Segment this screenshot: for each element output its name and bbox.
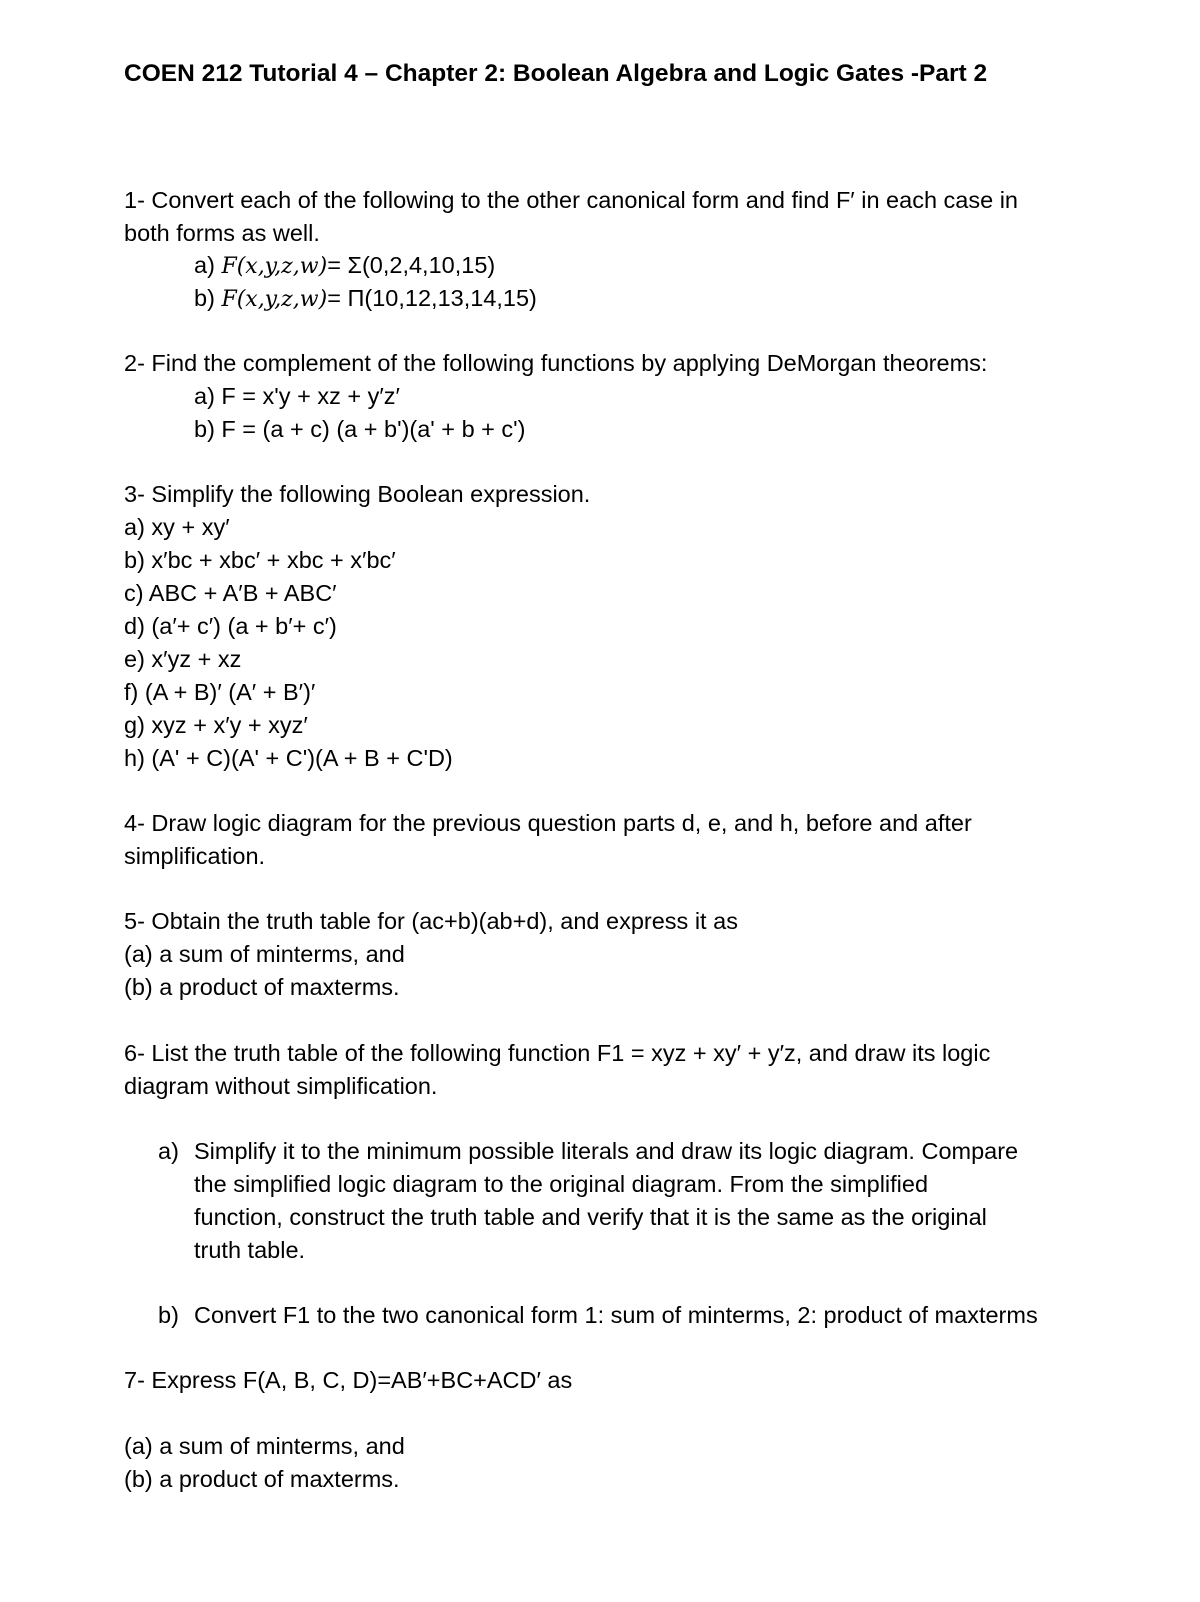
q6-a-line: the simplified logic diagram to the original diagram. From the simplified	[194, 1171, 929, 1197]
q1-text-line2: both forms as well.	[124, 220, 320, 246]
q6-text-line1: 6- List the truth table of the following function F1 = xyz + xy′ + y′z, and draw its logic	[124, 1040, 991, 1066]
q5-text-line1: 5- Obtain the truth table for (ac+b)(ab+d), and express it as	[124, 908, 738, 934]
q1-a-function: F(x,y,z,w)	[221, 254, 328, 279]
q7-text-line2: (a) a sum of minterms, and	[124, 1433, 405, 1459]
q6-a-line: function, construct the truth table and verify that it is the same as the original	[194, 1204, 987, 1230]
q3-part: b) x′bc + xbc′ + xbc + x′bc′	[124, 547, 396, 573]
q6-a-line: truth table.	[194, 1237, 306, 1263]
q2-part-b: b) F = (a + c) (a + b')(a' + b + c')	[194, 416, 526, 442]
q6-b-text: Convert F1 to the two canonical form 1: sum of minterms, 2: product of maxterms	[194, 1302, 1038, 1328]
q3-part: a) xy + xy′	[124, 514, 230, 540]
q6-a-label: a)	[158, 1138, 179, 1164]
q1-text-line1: 1- Convert each of the following to the other canonical form and find F′ in each case in	[124, 187, 1018, 213]
q1-b-label: b)	[194, 285, 222, 311]
q2-part-a: a) F = x'y + xz + y′z′	[194, 383, 400, 409]
q7-text-line1: 7- Express F(A, B, C, D)=AB′+BC+ACD′ as	[124, 1367, 573, 1393]
q3-part: h) (A' + C)(A' + C')(A + B + C'D)	[124, 745, 453, 771]
q6-text-line2: diagram without simplification.	[124, 1073, 438, 1099]
q1-a-rest: = Σ(0,2,4,10,15)	[327, 252, 496, 278]
page-title: COEN 212 Tutorial 4 – Chapter 2: Boolean Algebra and Logic Gates -Part 2	[124, 60, 988, 87]
q6-b-label: b)	[158, 1302, 179, 1328]
q1-b-function: F(x,y,z,w)	[221, 287, 328, 312]
q1-part-a	[194, 250, 495, 282]
q2-text: 2- Find the complement of the following functions by applying DeMorgan theorems:	[124, 350, 988, 376]
q4-text-line1: 4- Draw logic diagram for the previous question parts d, e, and h, before and after	[124, 810, 972, 836]
q7-text-line3: (b) a product of maxterms.	[124, 1466, 400, 1492]
q5-text-line3: (b) a product of maxterms.	[124, 974, 400, 1000]
q1-a-label: a)	[194, 252, 222, 278]
q1-part-b	[194, 283, 537, 315]
q3-part: f) (A + B)′ (A′ + B′)′	[124, 679, 316, 705]
q3-text: 3- Simplify the following Boolean expression.	[124, 481, 591, 507]
q5-text-line2: (a) a sum of minterms, and	[124, 941, 405, 967]
q3-part: g) xyz + x′y + xyz′	[124, 712, 308, 738]
q1-b-rest: = Π(10,12,13,14,15)	[327, 285, 537, 311]
q4-text-line2: simplification.	[124, 843, 266, 869]
q3-part: c) ABC + A′B + ABC′	[124, 580, 337, 606]
q3-part: d) (a′+ c′) (a + b′+ c′)	[124, 613, 337, 639]
q3-part: e) x′yz + xz	[124, 646, 242, 672]
q6-a-line: Simplify it to the minimum possible literals and draw its logic diagram. Compare	[194, 1138, 1019, 1164]
